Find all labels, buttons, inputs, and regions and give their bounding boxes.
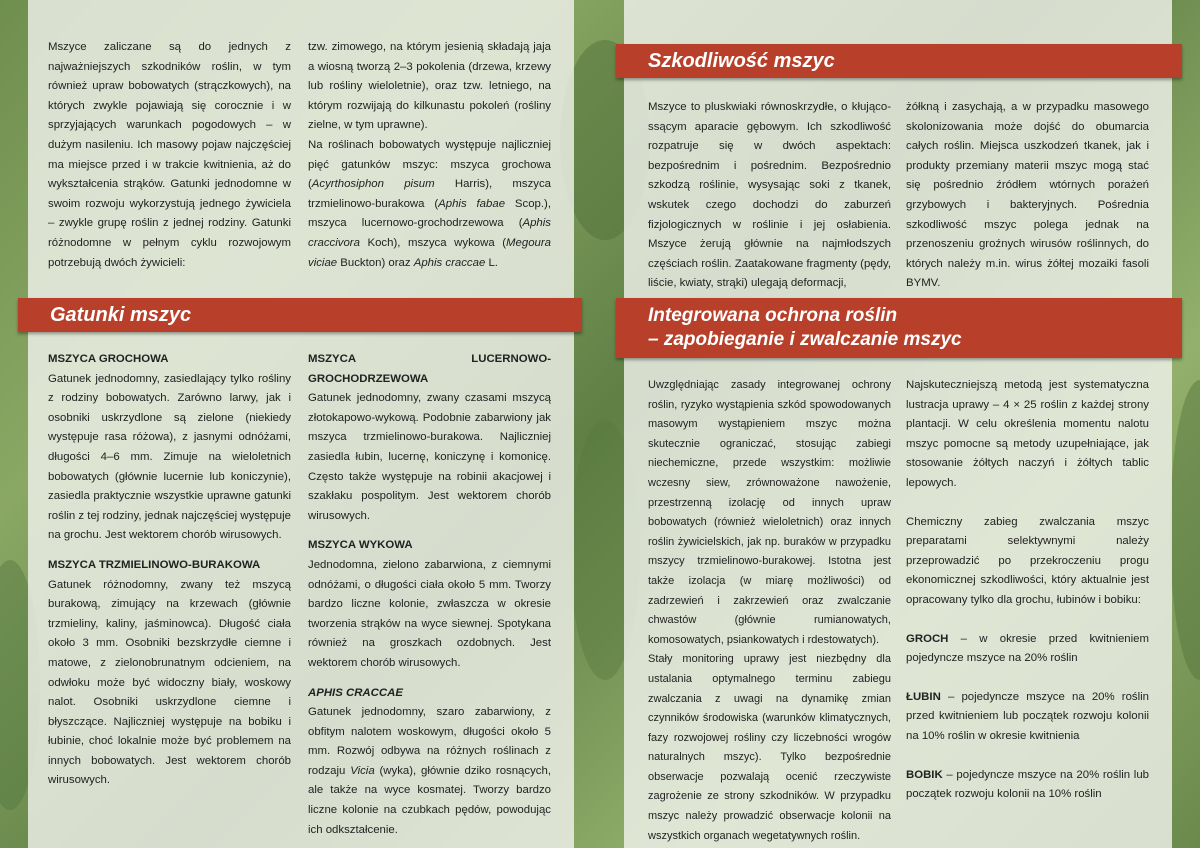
ipm-paragraph: Stały monitoring uprawy jest niezbędny dla ustalania optymalnego terminu zabiegu zwalczania z uwagi na dynamikę zmian czynników środowiska (warunków klimatycznych, fazy rozwojowej rośliny czy liczebności wrogów naturalnych mszyc). Tylko bezpośrednie obserwacje pozwalają ocenić rzeczywiste zagrożenie ze strony szkodników. W przypadku mszyc należy prowadzić obserwacje kolonii na wszystkich organach wegetatywnych roślin. bbox=[648, 653, 891, 842]
species-heading-craccae: APHIS CRACCAE bbox=[308, 686, 403, 699]
ipm-column-left bbox=[648, 376, 891, 846]
threshold-bobik: BOBIK – pojedyncze mszyce na 20% roślin lub początek rozwoju kolonii na 10% roślin bbox=[906, 768, 1149, 801]
section-title-line1: Integrowana ochrona roślin bbox=[648, 305, 898, 326]
section-title: Szkodliwość mszyc bbox=[648, 50, 835, 72]
species-column-right bbox=[308, 350, 551, 840]
harm-paragraph: żółkną i zasychają, a w przypadku masowego skolonizowania może dojść do obumarcia całych roślin. Miejsca uszkodzeń tkanek, jak i produkty przemiany materii mszyc mogą stać się pośrednio źródłem wtórnych porażeń grzybowych i bakteryjnych. Pośrednia szkodliwość mszyc polega jednak na przenoszeniu groźnych wirusów roślinnych, do których należy m.in. wirus żółtej mozaiki fasoli BYMV. bbox=[906, 101, 1149, 290]
ipm-paragraph: Uwzględniając zasady integrowanej ochrony roślin, ryzyko wystąpienia szkód spowodowanych masowym wystąpieniem mszyc można skutecznie ograniczać, stosując zabiegi niechemiczne, przede wszystkim: możliwie wczesny siew, zrównoważone nawożenie, przestrzenną izolację od innych upraw bobowatych (również wieloletnich) oraz innych roślin żywicielskich, jak np. buraków w przypadku mszycy trzmielinowo-burakowej. Istotna jest także izolacja (w miarę możliwości) od zadrzewień i zakrzewień oraz zwalczanie chwastów (głównie rumianowatych, komosowatych, psiankowatych i rdestowatych). bbox=[648, 379, 891, 646]
intro-species-paragraph: Na roślinach bobowatych występuje najliczniej pięć gatunków mszyc: mszyca grochowa (Acyrthosiphon pisum Harris), mszyca trzmielinowo-burakowa (Aphis fabae Scop.), mszyca lucernowo-grochodrzewowa (Aphis craccivora Koch), mszyca wykowa (Megoura viciae Buckton) oraz Aphis craccae L. bbox=[308, 138, 552, 269]
harm-column-left bbox=[648, 98, 891, 294]
intro-column-left bbox=[48, 38, 291, 273]
species-heading-trzmielinowo: MSZYCA TRZMIELINOWO-BURAKOWA bbox=[48, 558, 261, 571]
species-heading-grochowa: MSZYCA GROCHOWA bbox=[48, 353, 169, 365]
section-title: Gatunki mszyc bbox=[50, 304, 192, 326]
threshold-lubin: ŁUBIN – pojedyncze mszyce na 20% roślin przed kwitnieniem lub początek rozwoju kolonii na 10% roślin w okresie kwitnienia bbox=[906, 690, 1149, 742]
intro-paragraph: Mszyce zaliczane są do jednych z najważniejszych szkodników roślin, w tym również upraw bobowatych (strączkowych), na których zwykle pojawiają się corocznie i w sprzyjających warunkach pogodowych – w dużym nasileniu. Ich masowy pojaw najczęściej ma miejsce przed i w trakcie kwitnienia, aż do wykształcenia strąków. Gatunki jednodomne w swoim rozwoju wykorzystują jednego żywiciela – zwykle grupę roślin z jednej rodziny. Gatunki różnodomne w pełnym cyklu rozwojowym potrzebują dwóch żywicieli: bbox=[48, 41, 291, 269]
species-text-craccae: Gatunek jednodomny, szaro zabarwiony, z obfitym nalotem woskowym, długości około 5 mm. Rozwój odbywa na różnych roślinach z rodzaju Vicia (wyka), głównie dziko rosnących, ale także na wyce kosmatej. Tworzy bardzo liczne kolonie na czubkach pędów, powodując ich odkształcenie. bbox=[308, 706, 551, 836]
species-text-wykowa: Jednodomna, zielono zabarwiona, z ciemnymi odnóżami, o długości ciała około 5 mm. Tworzy bardzo liczne kolonie, zwłaszcza w okresie tworzenia strąków na wyce siewnej. Spotykana również na groszkach ozdobnych. Jest wektorem chorób wirusowych. bbox=[308, 558, 551, 669]
ipm-column-right bbox=[906, 376, 1149, 805]
intro-paragraph: tzw. zimowego, na którym jesienią składają jaja a wiosną tworzą 2–3 pokolenia (drzewa, krzewy lub rośliny wieloletnie), oraz tzw. letniego, na którym rozwijają do kilkunastu pokoleń (rośliny zielne, w tym uprawne). bbox=[308, 41, 551, 132]
harm-column-right bbox=[906, 98, 1149, 294]
ipm-paragraph: Najskuteczniejszą metodą jest systematyczna lustracja uprawy – 4 × 25 roślin z każdej strony plantacji. W celu określenia momentu nalotu mszyc pomocne są metody uzupełniające, jak stosowanie żółtych naczyń i żółtych tablic lepowych. bbox=[906, 379, 1149, 489]
species-text-lucernowo: Gatunek jednodomny, zwany czasami mszycą złotokapowo-wykową. Podobnie zabarwiony jak mszyca trzmielinowo-burakowa. Najliczniej zasiedla łubin, lucernę, koniczynę i komonicę. Często także występuje na robinii akacjowej i szakłaku pospolitym. Jest wektorem chorób wirusowych. bbox=[308, 392, 551, 522]
species-column-left bbox=[48, 350, 291, 791]
threshold-groch: GROCH – w okresie przed kwitnieniem pojedyncze mszyce na 20% roślin bbox=[906, 632, 1149, 665]
background-foliage bbox=[1170, 380, 1200, 680]
species-heading-wykowa: MSZYCA WYKOWA bbox=[308, 539, 413, 552]
intro-column-right bbox=[308, 38, 551, 273]
species-text-grochowa: Gatunek jednodomny, zasiedlający tylko rośliny z rodziny bobowatych. Zarówno larwy, jak i osobniki uskrzydlone są zielone (niekiedy występuje rasa różowa), z jasnymi odnóżami, długości 4–6 mm. Zimuje na wieloletnich bobowatych (głównie lucernie lub koniczynie), zasiedla praktycznie wszystkie uprawne gatunki roślin z tej rodziny, jednak najczęściej występuje na grochu. Jest wektorem chorób wirusowych. bbox=[48, 372, 291, 542]
section-title-line2: – zapobieganie i zwalczanie mszyc bbox=[648, 329, 962, 350]
harm-paragraph: Mszyce to pluskwiaki równoskrzydłe, o kłująco-ssącym aparacie gębowym. Ich szkodliwość rozpatruje się w dwóch aspektach: bezpośrednim i pośrednim. Bezpośrednio szkodzą roślinie, wysysając soki z tkanek, wskutek czego dochodzi do zaburzeń fizjologicznych w roślinie i jej osłabienia. Mszyce żerują głównie na najmłodszych częściach roślin. Zaatakowane fragmenty (pędy, liście, kwiaty, strąki) ulegają deformacji, bbox=[648, 101, 891, 290]
section-banner-integrowana bbox=[616, 298, 1182, 358]
section-banner-gatunki bbox=[18, 298, 582, 332]
species-heading-lucernowo: MSZYCA LUCERNOWO-GROCHODRZEWOWA bbox=[308, 353, 551, 385]
species-text-trzmielinowo: Gatunek różnodomny, zwany też mszycą burakową, zimujący na krzewach (głównie trzmieliny, kaliny, jaśminowca). Długość ciała około 3 mm. Osobniki bezskrzydłe ciemne i matowe, z zielonobrunatnym odcieniem, na odwłoku może być widoczny biały, woskowy nalot. Osobniki uskrzydlone ciemne i błyszczące. Najliczniej występuje na bobiku i łubinie, choć lokalnie może być problemem na innych bobowatych. Jest wektorem chorób wirusowych. bbox=[48, 578, 291, 787]
section-banner-szkodliwosc bbox=[616, 44, 1182, 78]
ipm-paragraph: Chemiczny zabieg zwalczania mszyc preparatami selektywnymi należy przeprowadzić po przekroczeniu progu ekonomicznej szkodliwości, który aktualnie jest opracowany tylko dla grochu, łubinów i bobiku: bbox=[906, 515, 1149, 606]
